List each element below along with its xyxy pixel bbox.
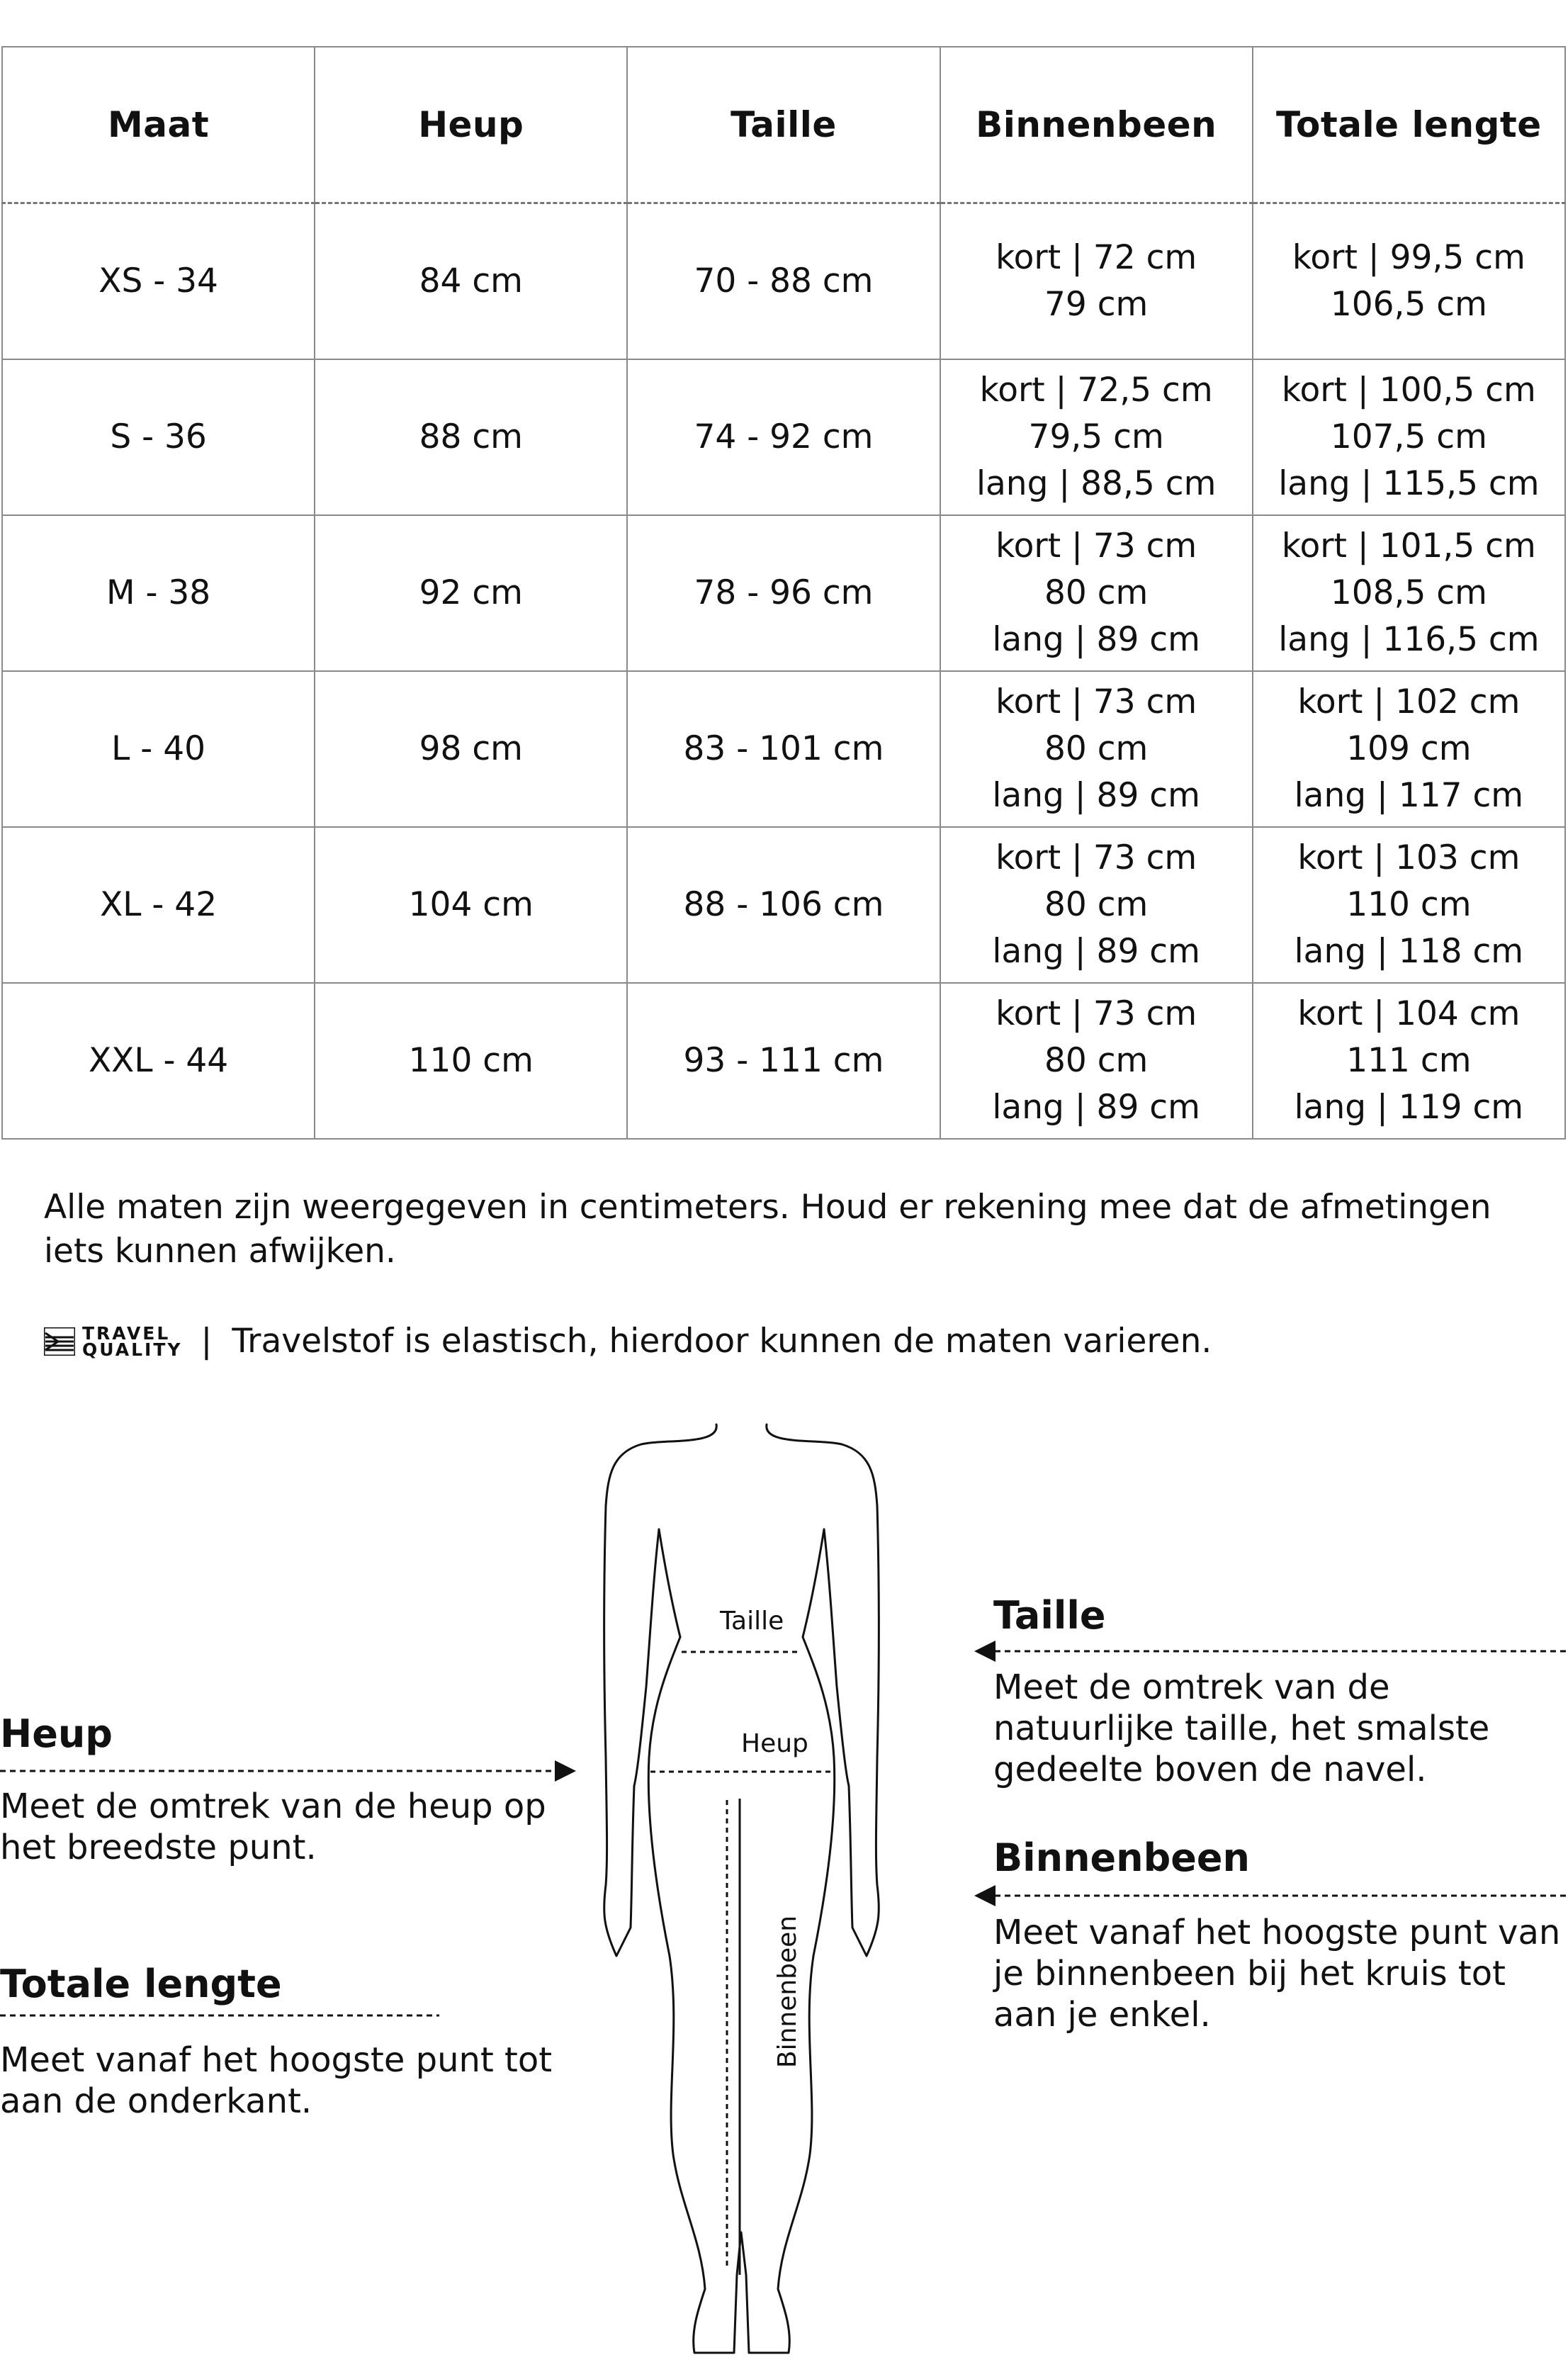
cell-taille: 70 - 88 cm bbox=[627, 203, 940, 360]
header-maat: Maat bbox=[2, 47, 315, 203]
totale-lengte-section-title: Totale lengte bbox=[0, 1962, 282, 2006]
cell-totale-lengte-line: 111 cm bbox=[1346, 1041, 1472, 1080]
cell-totale-lengte-line: lang | 116,5 cm bbox=[1278, 620, 1540, 659]
table-row bbox=[2, 359, 1565, 515]
cell-binnenbeen-line: kort | 73 cm bbox=[995, 838, 1197, 877]
cell-totale-lengte bbox=[1253, 827, 1565, 983]
taille-section-text: Meet de omtrek van de natuurlijke taille, het smalste gedeelte boven de navel. bbox=[993, 1668, 1490, 1789]
cell-heup: 84 cm bbox=[315, 203, 627, 360]
size-table bbox=[1, 46, 1566, 1140]
cell-taille: 93 - 111 cm bbox=[627, 983, 940, 1139]
header-totale-lengte: Totale lengte bbox=[1253, 47, 1565, 203]
cell-totale-lengte-line: lang | 115,5 cm bbox=[1278, 464, 1540, 503]
cell-binnenbeen-line: lang | 89 cm bbox=[992, 620, 1200, 659]
cell-taille: 78 - 96 cm bbox=[627, 515, 940, 671]
header-taille: Taille bbox=[627, 47, 940, 203]
cell-totale-lengte-line: 106,5 cm bbox=[1330, 285, 1487, 324]
cell-heup: 98 cm bbox=[315, 671, 627, 827]
left-shoulder-outline bbox=[606, 1424, 716, 1506]
table-body bbox=[2, 203, 1565, 1140]
left-inner-arm bbox=[634, 1529, 659, 1786]
right-inner-arm bbox=[824, 1529, 849, 1786]
cell-binnenbeen-line: kort | 73 cm bbox=[995, 994, 1197, 1033]
cell-heup: 104 cm bbox=[315, 827, 627, 983]
table-row bbox=[2, 827, 1565, 983]
binnenbeen-section-text: Meet vanaf het hoogste punt van je binnenbeen bij het kruis tot aan je enkel. bbox=[993, 1913, 1561, 2035]
table-row bbox=[2, 671, 1565, 827]
cell-maat: M - 38 bbox=[2, 515, 315, 671]
fabric-separator: | bbox=[201, 1322, 213, 1361]
heup-section-text: Meet de omtrek van de heup op het breedste punt. bbox=[0, 1787, 546, 1867]
travel-quality-text bbox=[82, 1325, 183, 1358]
cell-binnenbeen-line: lang | 88,5 cm bbox=[976, 464, 1217, 503]
cell-maat: XXL - 44 bbox=[2, 983, 315, 1139]
cell-binnenbeen bbox=[940, 827, 1253, 983]
cell-binnenbeen-line: lang | 89 cm bbox=[992, 1088, 1200, 1127]
left-leg-outline bbox=[648, 1637, 737, 2353]
measurement-note: Alle maten zijn weergegeven in centimeters. Houd er rekening mee dat de afmetingen iets kunnen afwijken. bbox=[44, 1188, 1491, 1271]
cell-totale-lengte bbox=[1253, 515, 1565, 671]
figure-label-taille: Taille bbox=[720, 1607, 784, 1636]
cell-totale-lengte bbox=[1253, 359, 1565, 515]
cell-taille: 83 - 101 cm bbox=[627, 671, 940, 827]
table-row bbox=[2, 983, 1565, 1139]
cell-totale-lengte-line: lang | 118 cm bbox=[1294, 932, 1524, 971]
measurement-diagram bbox=[0, 1389, 1568, 2362]
cell-totale-lengte-line: 110 cm bbox=[1346, 885, 1472, 924]
cell-maat: L - 40 bbox=[2, 671, 315, 827]
cell-binnenbeen-line: 79 cm bbox=[1044, 285, 1149, 324]
cell-totale-lengte bbox=[1253, 671, 1565, 827]
travel-quality-logo bbox=[44, 1325, 183, 1358]
cell-binnenbeen-line: kort | 73 cm bbox=[995, 682, 1197, 721]
cell-binnenbeen bbox=[940, 671, 1253, 827]
cell-totale-lengte-line: 108,5 cm bbox=[1330, 573, 1487, 612]
fabric-note bbox=[44, 1320, 1518, 1363]
fabric-note-text: Travelstof is elastisch, hierdoor kunnen de maten varieren. bbox=[232, 1322, 1212, 1361]
cell-heup: 88 cm bbox=[315, 359, 627, 515]
cell-heup: 110 cm bbox=[315, 983, 627, 1139]
cell-binnenbeen bbox=[940, 983, 1253, 1139]
header-heup: Heup bbox=[315, 47, 627, 203]
cell-heup: 92 cm bbox=[315, 515, 627, 671]
logo-line-quality: QUALITY bbox=[82, 1339, 183, 1360]
right-shoulder-outline bbox=[767, 1424, 877, 1506]
cell-totale-lengte-line: kort | 99,5 cm bbox=[1292, 238, 1525, 277]
cell-binnenbeen-line: 80 cm bbox=[1044, 729, 1149, 768]
travel-quality-stripes-icon bbox=[44, 1327, 75, 1356]
cell-totale-lengte-line: kort | 100,5 cm bbox=[1281, 371, 1536, 410]
right-arm-outline bbox=[849, 1506, 879, 1956]
left-arm-outline bbox=[604, 1506, 634, 1956]
cell-maat: XL - 42 bbox=[2, 827, 315, 983]
binnenbeen-section-title: Binnenbeen bbox=[993, 1835, 1250, 1880]
cell-maat: XS - 34 bbox=[2, 203, 315, 360]
figure-label-heup: Heup bbox=[741, 1729, 808, 1758]
cell-totale-lengte-line: lang | 117 cm bbox=[1294, 776, 1524, 815]
cell-binnenbeen bbox=[940, 515, 1253, 671]
cell-totale-lengte bbox=[1253, 203, 1565, 360]
cell-binnenbeen-line: 80 cm bbox=[1044, 573, 1149, 612]
cell-binnenbeen-line: lang | 89 cm bbox=[992, 932, 1200, 971]
body-figure-illustration bbox=[0, 1389, 1568, 2362]
cell-binnenbeen-line: 80 cm bbox=[1044, 1041, 1149, 1080]
cell-totale-lengte-line: kort | 102 cm bbox=[1297, 682, 1521, 721]
heup-section-title: Heup bbox=[0, 1711, 113, 1756]
cell-binnenbeen-line: kort | 72,5 cm bbox=[979, 371, 1213, 410]
cell-totale-lengte-line: 109 cm bbox=[1346, 729, 1472, 768]
cell-totale-lengte bbox=[1253, 983, 1565, 1139]
cell-totale-lengte-line: 107,5 cm bbox=[1330, 417, 1487, 456]
table-row bbox=[2, 203, 1565, 360]
table-row bbox=[2, 515, 1565, 671]
cell-binnenbeen bbox=[940, 359, 1253, 515]
totale-lengte-section-text: Meet vanaf het hoogste punt tot aan de onderkant. bbox=[0, 2040, 553, 2121]
cell-binnenbeen-line: kort | 72 cm bbox=[995, 238, 1197, 277]
cell-taille: 88 - 106 cm bbox=[627, 827, 940, 983]
cell-binnenbeen-line: 79,5 cm bbox=[1028, 417, 1164, 456]
taille-section-title: Taille bbox=[993, 1593, 1106, 1638]
cell-binnenbeen-line: 80 cm bbox=[1044, 885, 1149, 924]
cell-totale-lengte-line: kort | 101,5 cm bbox=[1281, 527, 1536, 566]
cell-maat: S - 36 bbox=[2, 359, 315, 515]
logo-line-travel: TRAVEL bbox=[82, 1323, 171, 1344]
table-header-row bbox=[2, 47, 1565, 203]
cell-binnenbeen-line: lang | 89 cm bbox=[992, 776, 1200, 815]
cell-totale-lengte-line: kort | 104 cm bbox=[1297, 994, 1521, 1033]
cell-taille: 74 - 92 cm bbox=[627, 359, 940, 515]
cell-totale-lengte-line: kort | 103 cm bbox=[1297, 838, 1521, 877]
cell-totale-lengte-line: lang | 119 cm bbox=[1294, 1088, 1524, 1127]
cell-binnenbeen bbox=[940, 203, 1253, 360]
cell-binnenbeen-line: kort | 73 cm bbox=[995, 527, 1197, 566]
figure-label-binnenbeen: Binnenbeen bbox=[773, 1915, 803, 2069]
header-binnenbeen: Binnenbeen bbox=[940, 47, 1253, 203]
